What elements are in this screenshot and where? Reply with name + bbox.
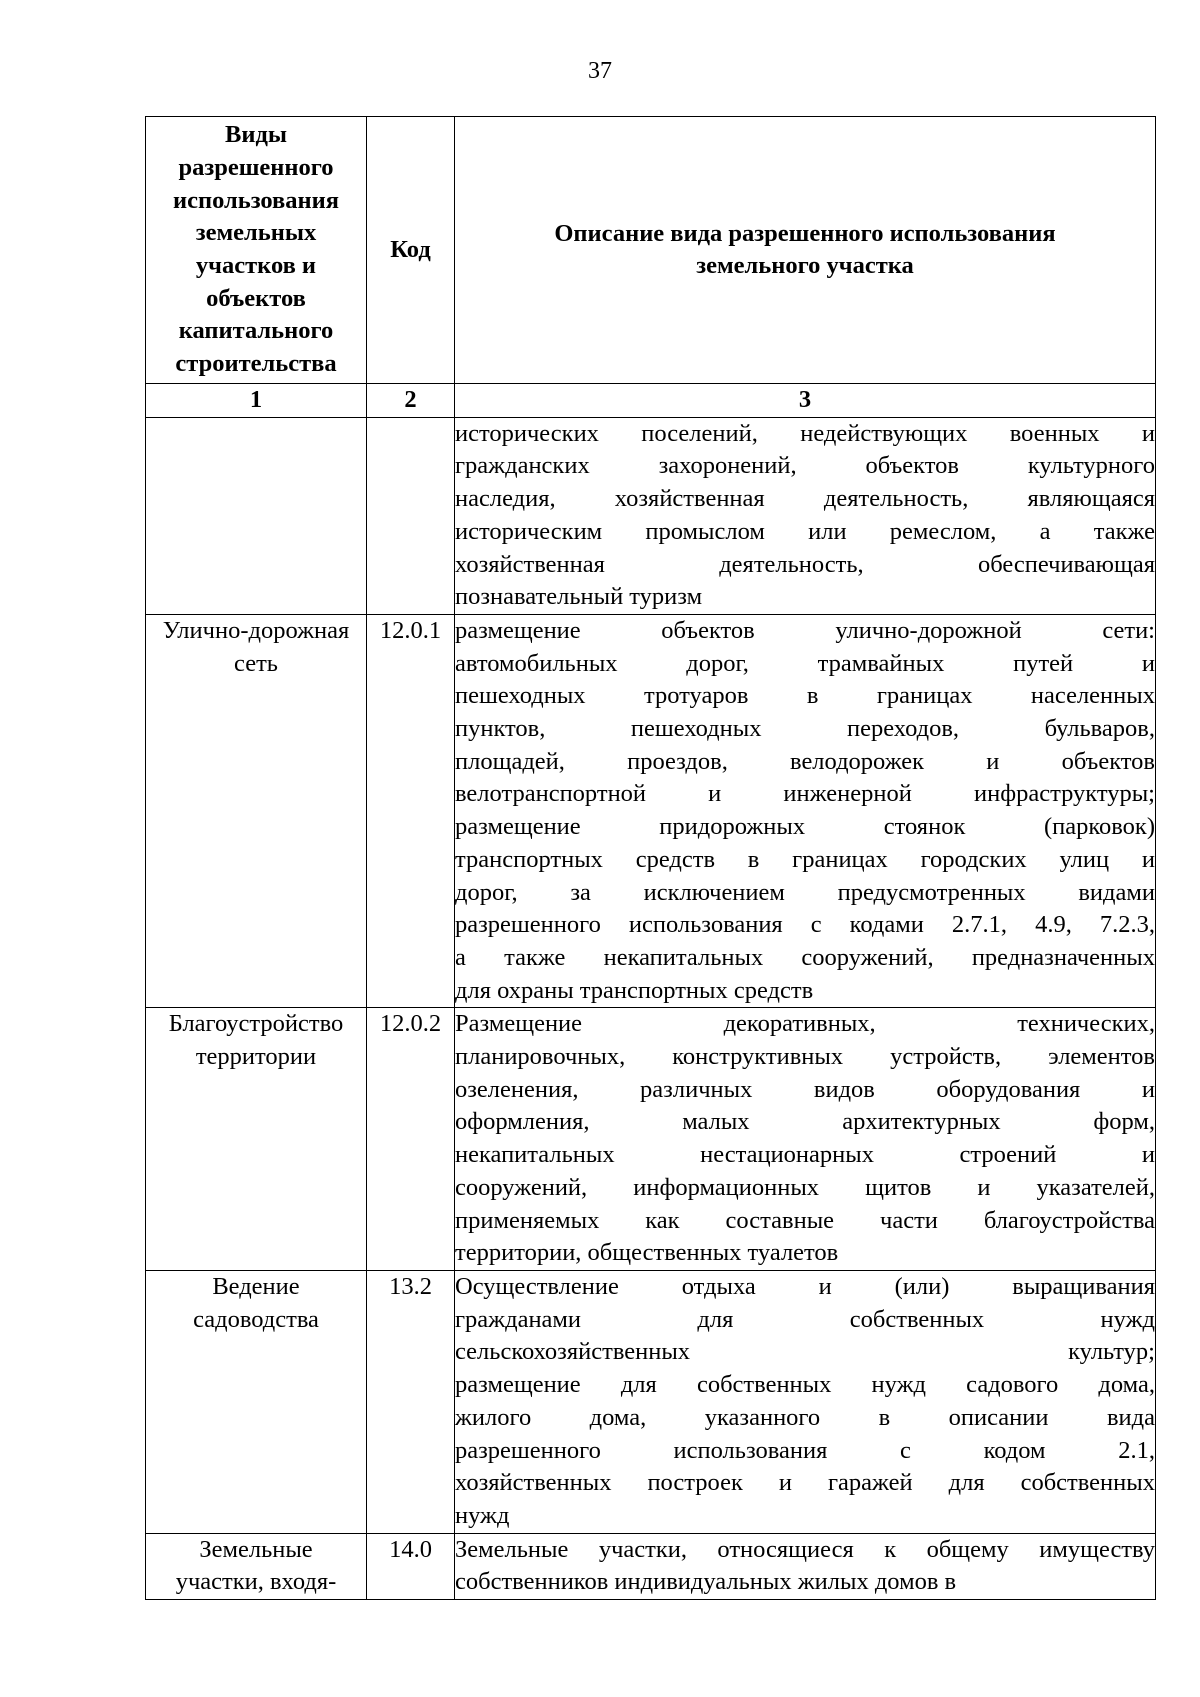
land-use-code-cell: 12.0.2 <box>367 1008 455 1271</box>
description-line: пунктов, пешеходных переходов, бульваров, <box>455 715 1155 743</box>
description-line: площадей, проездов, велодорожек и объектов <box>455 747 1155 775</box>
land-use-description-cell <box>455 417 1156 614</box>
description-line: некапитальных нестационарных строений и <box>455 1141 1155 1169</box>
land-use-code-cell: 13.2 <box>367 1270 455 1533</box>
description-line: жилого дома, указанного в описании вида <box>455 1403 1155 1431</box>
header-row <box>146 117 1156 384</box>
land-use-code-cell <box>367 417 455 614</box>
column-number-2: 2 <box>367 384 455 418</box>
column-number-3: 3 <box>455 384 1156 418</box>
description-line: разрешенного использования с кодом 2.1, <box>455 1436 1155 1464</box>
land-use-name-line: Благоустройство <box>168 1010 344 1038</box>
header-col1-line: разрешенного <box>178 153 334 181</box>
land-use-name-line: Ведение <box>212 1272 300 1300</box>
description-line: а также некапитальных сооружений, предназначенных <box>455 943 1155 971</box>
table-body <box>146 384 1156 1600</box>
description-line: нужд <box>455 1501 510 1529</box>
description-line: сельскохозяйственных культур; <box>455 1338 1155 1366</box>
description-line: гражданами для собственных нужд <box>455 1305 1155 1333</box>
description-line: оформления, малых архитектурных форм, <box>455 1108 1155 1136</box>
description-line: историческим промыслом или ремеслом, а также <box>455 517 1155 545</box>
land-use-name-line: Земельные <box>199 1535 313 1563</box>
description-line: Земельные участки, относящиеся к общему имуществу <box>455 1535 1155 1563</box>
land-use-name-line: сеть <box>234 649 278 677</box>
table-row <box>146 1270 1156 1533</box>
description-line: Осуществление отдыха и (или) выращивания <box>455 1272 1155 1300</box>
description-line: применяемых как составные части благоустройства <box>455 1206 1155 1234</box>
table-row <box>146 417 1156 614</box>
land-use-name-cell <box>146 1533 367 1599</box>
header-land-use-type <box>146 117 367 384</box>
land-use-name-cell <box>146 1008 367 1271</box>
description-line: разрешенного использования с кодами 2.7.1, 4.9, 7.2.3, <box>455 911 1155 939</box>
description-line: собственников индивидуальных жилых домов в <box>455 1568 957 1596</box>
description-line: наследия, хозяйственная деятельность, являющаяся <box>455 485 1155 513</box>
description-line: для охраны транспортных средств <box>455 976 814 1004</box>
description-line: транспортных средств в границах городских улиц и <box>455 845 1155 873</box>
header-col3-line: Описание вида разрешенного использования <box>554 220 1056 247</box>
land-use-name-line: участки, входя- <box>175 1568 337 1596</box>
land-use-name-cell <box>146 614 367 1007</box>
land-use-name-line: территории <box>195 1043 317 1071</box>
description-line: озеленения, различных видов оборудования и <box>455 1075 1155 1103</box>
header-col1-line: объектов <box>206 284 306 312</box>
land-use-description-cell <box>455 1008 1156 1271</box>
description-line: гражданских захоронений, объектов культурного <box>455 452 1155 480</box>
land-use-description-cell <box>455 614 1156 1007</box>
land-use-code-cell: 14.0 <box>367 1533 455 1599</box>
header-code: Код <box>367 117 455 384</box>
header-col1-line: Виды <box>225 121 287 149</box>
header-description <box>455 117 1156 384</box>
land-use-description-cell <box>455 1270 1156 1533</box>
description-line: территории, общественных туалетов <box>455 1239 839 1267</box>
header-col1-line: строительства <box>175 350 337 378</box>
description-line: планировочных, конструктивных устройств, элементов <box>455 1043 1155 1071</box>
column-number-row <box>146 384 1156 418</box>
land-use-name-cell <box>146 1270 367 1533</box>
land-use-name-cell <box>146 417 367 614</box>
description-line: хозяйственная деятельность, обеспечивающая <box>455 550 1155 578</box>
header-col3-line: земельного участка <box>696 252 914 279</box>
column-number-1: 1 <box>146 384 367 418</box>
description-line: хозяйственных построек и гаражей для собственных <box>455 1469 1155 1497</box>
description-line: размещение придорожных стоянок (парковок) <box>455 813 1155 841</box>
land-use-name-line: садоводства <box>193 1305 319 1333</box>
header-col1-line: земельных <box>195 219 317 247</box>
table-row <box>146 614 1156 1007</box>
header-col1-line: участков и <box>195 252 317 279</box>
land-use-table <box>145 116 1156 1600</box>
description-line: автомобильных дорог, трамвайных путей и <box>455 649 1155 677</box>
land-use-description-cell <box>455 1533 1156 1599</box>
description-line: познавательный туризм <box>455 583 703 611</box>
table-row <box>146 1533 1156 1599</box>
description-line: велотранспортной и инженерной инфраструктуры; <box>455 780 1155 808</box>
description-line: пешеходных тротуаров в границах населенных <box>455 682 1155 710</box>
header-col1-line: капитального <box>178 317 334 345</box>
header-col1-line: использования <box>172 186 340 214</box>
description-line: размещение объектов улично-дорожной сети: <box>455 616 1155 644</box>
description-line: исторических поселений, недействующих военных и <box>455 419 1155 447</box>
land-use-name-line: Улично-дорожная <box>162 616 350 644</box>
land-use-code-cell: 12.0.1 <box>367 614 455 1007</box>
description-line: Размещение декоративных, технических, <box>455 1010 1155 1038</box>
page-number: 37 <box>588 58 612 84</box>
description-line: сооружений, информационных щитов и указателей, <box>455 1173 1155 1201</box>
description-line: размещение для собственных нужд садового дома, <box>455 1371 1155 1399</box>
description-line: дорог, за исключением предусмотренных видами <box>455 878 1155 906</box>
table-row <box>146 1008 1156 1271</box>
